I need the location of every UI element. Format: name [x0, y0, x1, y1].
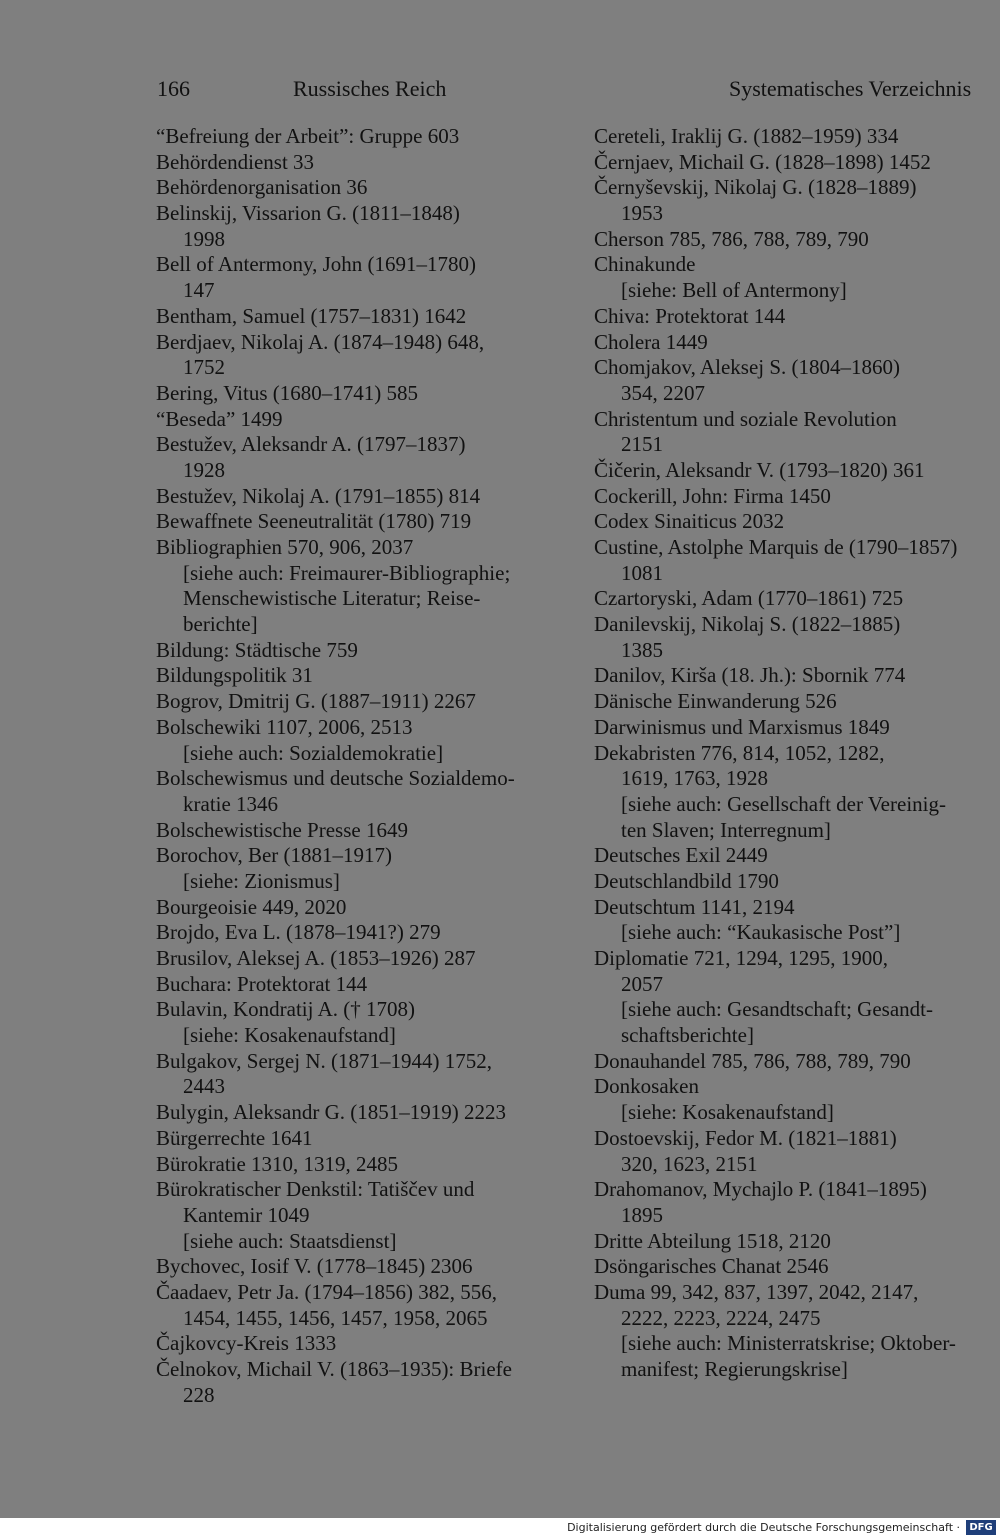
index-entry-continuation: 1081	[621, 560, 663, 585]
index-entry: Donauhandel 785, 786, 788, 789, 790	[594, 1048, 911, 1073]
index-column-left	[156, 124, 566, 1408]
index-entry: Brojdo, Eva L. (1878–1941?) 279	[156, 920, 441, 945]
index-entry-continuation: [siehe: Kosakenaufstand]	[621, 1100, 834, 1125]
index-entry: Dritte Abteilung 1518, 2120	[594, 1228, 831, 1253]
index-entry-continuation: [siehe: Zionismus]	[183, 868, 340, 893]
index-entry-continuation: 1895	[621, 1202, 663, 1227]
index-entry: Bychovec, Iosif V. (1778–1845) 2306	[156, 1254, 473, 1279]
index-entry: Brusilov, Aleksej A. (1853–1926) 287	[156, 946, 476, 970]
index-entry: Duma 99, 342, 837, 1397, 2042, 2147,	[594, 1279, 919, 1304]
index-entry-continuation: 1619, 1763, 1928	[621, 766, 768, 791]
index-entry-continuation: berichte]	[183, 612, 258, 637]
index-entry: Cholera 1449	[594, 329, 708, 354]
index-entry-continuation: 147	[183, 278, 215, 303]
index-entry-continuation: 2222, 2223, 2224, 2475	[621, 1305, 821, 1330]
index-entry: Bering, Vitus (1680–1741) 585	[156, 380, 419, 405]
index-entry: Bulgakov, Sergej N. (1871–1944) 1752,	[156, 1048, 492, 1073]
index-entry: Behördendienst 33	[156, 149, 315, 174]
index-entry: Cereteli, Iraklij G. (1882–1959) 334	[594, 124, 899, 148]
index-entry: Bürokratischer Denkstil: Tatiščev und	[156, 1177, 475, 1202]
index-entry-continuation: 1454, 1455, 1456, 1457, 1958, 2065	[183, 1305, 488, 1330]
index-column-right	[594, 124, 994, 1383]
index-entry: Bolschewistische Presse 1649	[156, 817, 408, 842]
index-entry: “Beseda” 1499	[156, 406, 283, 431]
index-entry: Bell of Antermony, John (1691–1780)	[156, 252, 477, 277]
index-entry: Drahomanov, Mychajlo P. (1841–1895)	[594, 1177, 927, 1202]
index-entry: Dekabristen 776, 814, 1052, 1282,	[594, 740, 885, 765]
index-entry-continuation: [siehe auch: Ministerratskrise; Oktober-	[621, 1331, 956, 1356]
index-entry: Bourgeoisie 449, 2020	[156, 894, 347, 919]
index-entry: Diplomatie 721, 1294, 1295, 1900,	[594, 946, 888, 970]
index-entry: Bildung: Städtische 759	[156, 637, 358, 662]
index-entry-continuation: 1998	[183, 226, 225, 251]
index-entry-continuation: ten Slaven; Interregnum]	[621, 817, 831, 842]
index-entry-continuation: schaftsberichte]	[621, 1023, 754, 1048]
index-entry: Bildungspolitik 31	[156, 663, 313, 688]
index-entry: “Befreiung der Arbeit”: Gruppe 603	[156, 124, 460, 148]
index-entry: Dänische Einwanderung 526	[594, 689, 837, 714]
index-entry: Donkosaken	[594, 1074, 699, 1099]
index-entry: Bentham, Samuel (1757–1831) 1642	[156, 303, 467, 328]
index-entry-continuation: [siehe: Bell of Antermony]	[621, 278, 847, 303]
index-entry-continuation: [siehe auch: Gesandtschaft; Gesandt-	[621, 997, 933, 1022]
index-entry: Berdjaev, Nikolaj A. (1874–1948) 648,	[156, 329, 485, 354]
index-entry: Chomjakov, Aleksej S. (1804–1860)	[594, 355, 901, 380]
index-entry: Czartoryski, Adam (1770–1861) 725	[594, 586, 904, 611]
index-entry: Dostoevskij, Fedor M. (1821–1881)	[594, 1125, 897, 1150]
index-entry: Čelnokov, Michail V. (1863–1935): Briefe	[156, 1357, 512, 1381]
index-entry-continuation: 1953	[621, 201, 663, 226]
page-number: 166	[157, 76, 190, 101]
index-entry-continuation: 1752	[183, 355, 225, 380]
index-entry: Deutschlandbild 1790	[594, 868, 779, 893]
index-entry-continuation: [siehe auch: “Kaukasische Post”]	[621, 920, 901, 945]
index-entry: Christentum und soziale Revolution	[594, 406, 897, 431]
index-entry-continuation: [siehe auch: Gesellschaft der Vereinig-	[621, 791, 946, 816]
index-entry: Bogrov, Dmitrij G. (1887–1911) 2267	[156, 689, 476, 714]
index-entry-continuation: 228	[183, 1382, 215, 1407]
index-entry: Deutsches Exil 2449	[594, 843, 768, 868]
index-entry: Codex Sinaiticus 2032	[594, 509, 785, 534]
index-entry: Cockerill, John: Firma 1450	[594, 483, 831, 508]
index-entry: Černjaev, Michail G. (1828–1898) 1452	[594, 149, 931, 174]
index-entry: Dsöngarisches Chanat 2546	[594, 1254, 829, 1279]
index-entry-continuation: Kantemir 1049	[183, 1202, 310, 1227]
running-title: Russisches Reich	[293, 76, 447, 101]
index-entry: Custine, Astolphe Marquis de (1790–1857)	[594, 535, 958, 559]
funding-credit: Digitalisierung gefördert durch die Deutsche Forschungsgemeinschaft ·	[567, 1521, 960, 1534]
index-entry: Bibliographien 570, 906, 2037	[156, 535, 414, 559]
index-entry-continuation: Menschewistische Literatur; Reise-	[183, 586, 481, 611]
index-entry: Deutschtum 1141, 2194	[594, 894, 795, 919]
index-entry-continuation: 1928	[183, 457, 225, 482]
index-entry: Chiva: Protektorat 144	[594, 303, 786, 328]
index-entry: Bulavin, Kondratij A. († 1708)	[156, 997, 415, 1022]
index-entry-continuation: [siehe auch: Freimaurer-Bibliographie;	[183, 560, 511, 585]
index-entry-continuation: [siehe: Kosakenaufstand]	[183, 1023, 396, 1048]
index-entry: Darwinismus und Marxismus 1849	[594, 714, 890, 739]
index-entry-continuation: 354, 2207	[621, 380, 705, 405]
index-entry: Chinakunde	[594, 252, 696, 277]
index-entry: Bestužev, Aleksandr A. (1797–1837)	[156, 432, 466, 457]
index-entry: Čičerin, Aleksandr V. (1793–1820) 361	[594, 457, 925, 482]
index-entry-continuation: [siehe auch: Sozialdemokratie]	[183, 740, 444, 765]
index-entry: Buchara: Protektorat 144	[156, 971, 368, 996]
index-entry-continuation: 2151	[621, 432, 663, 457]
index-entry-continuation: 320, 1623, 2151	[621, 1151, 758, 1176]
index-entry: Bürokratie 1310, 1319, 2485	[156, 1151, 399, 1176]
index-entry-continuation: 2057	[621, 971, 663, 996]
index-entry-continuation: [siehe auch: Staatsdienst]	[183, 1228, 397, 1253]
index-entry: Cherson 785, 786, 788, 789, 790	[594, 226, 869, 251]
index-entry: Behördenorganisation 36	[156, 175, 368, 200]
index-entry: Bulygin, Aleksandr G. (1851–1919) 2223	[156, 1100, 506, 1125]
dfg-logo-icon: DFG	[966, 1520, 996, 1535]
index-entry: Čajkovcy-Kreis 1333	[156, 1331, 337, 1356]
digitization-footer	[0, 1518, 1000, 1538]
index-entry: Danilov, Kirša (18. Jh.): Sbornik 774	[594, 663, 906, 688]
index-entry: Bolschewismus und deutsche Sozialdemo-	[156, 766, 515, 791]
index-entry: Belinskij, Vissarion G. (1811–1848)	[156, 201, 460, 226]
index-entry-continuation: 2443	[183, 1074, 225, 1099]
page-header	[0, 72, 1000, 106]
index-entry: Bürgerrechte 1641	[156, 1125, 313, 1150]
index-entry-continuation: manifest; Regierungskrise]	[621, 1357, 848, 1381]
index-entry: Bestužev, Nikolaj A. (1791–1855) 814	[156, 483, 481, 508]
index-entry: Bewaffnete Seeneutralität (1780) 719	[156, 509, 472, 534]
index-entry-continuation: 1385	[621, 637, 663, 662]
index-entry-continuation: kratie 1346	[183, 791, 279, 816]
index-entry: Čaadaev, Petr Ja. (1794–1856) 382, 556,	[156, 1279, 497, 1304]
index-entry: Bolschewiki 1107, 2006, 2513	[156, 714, 413, 739]
index-entry: Černyševskij, Nikolaj G. (1828–1889)	[594, 175, 917, 200]
index-entry: Borochov, Ber (1881–1917)	[156, 843, 393, 868]
index-entry: Danilevskij, Nikolaj S. (1822–1885)	[594, 612, 901, 637]
section-title: Systematisches Verzeichnis	[729, 76, 972, 101]
